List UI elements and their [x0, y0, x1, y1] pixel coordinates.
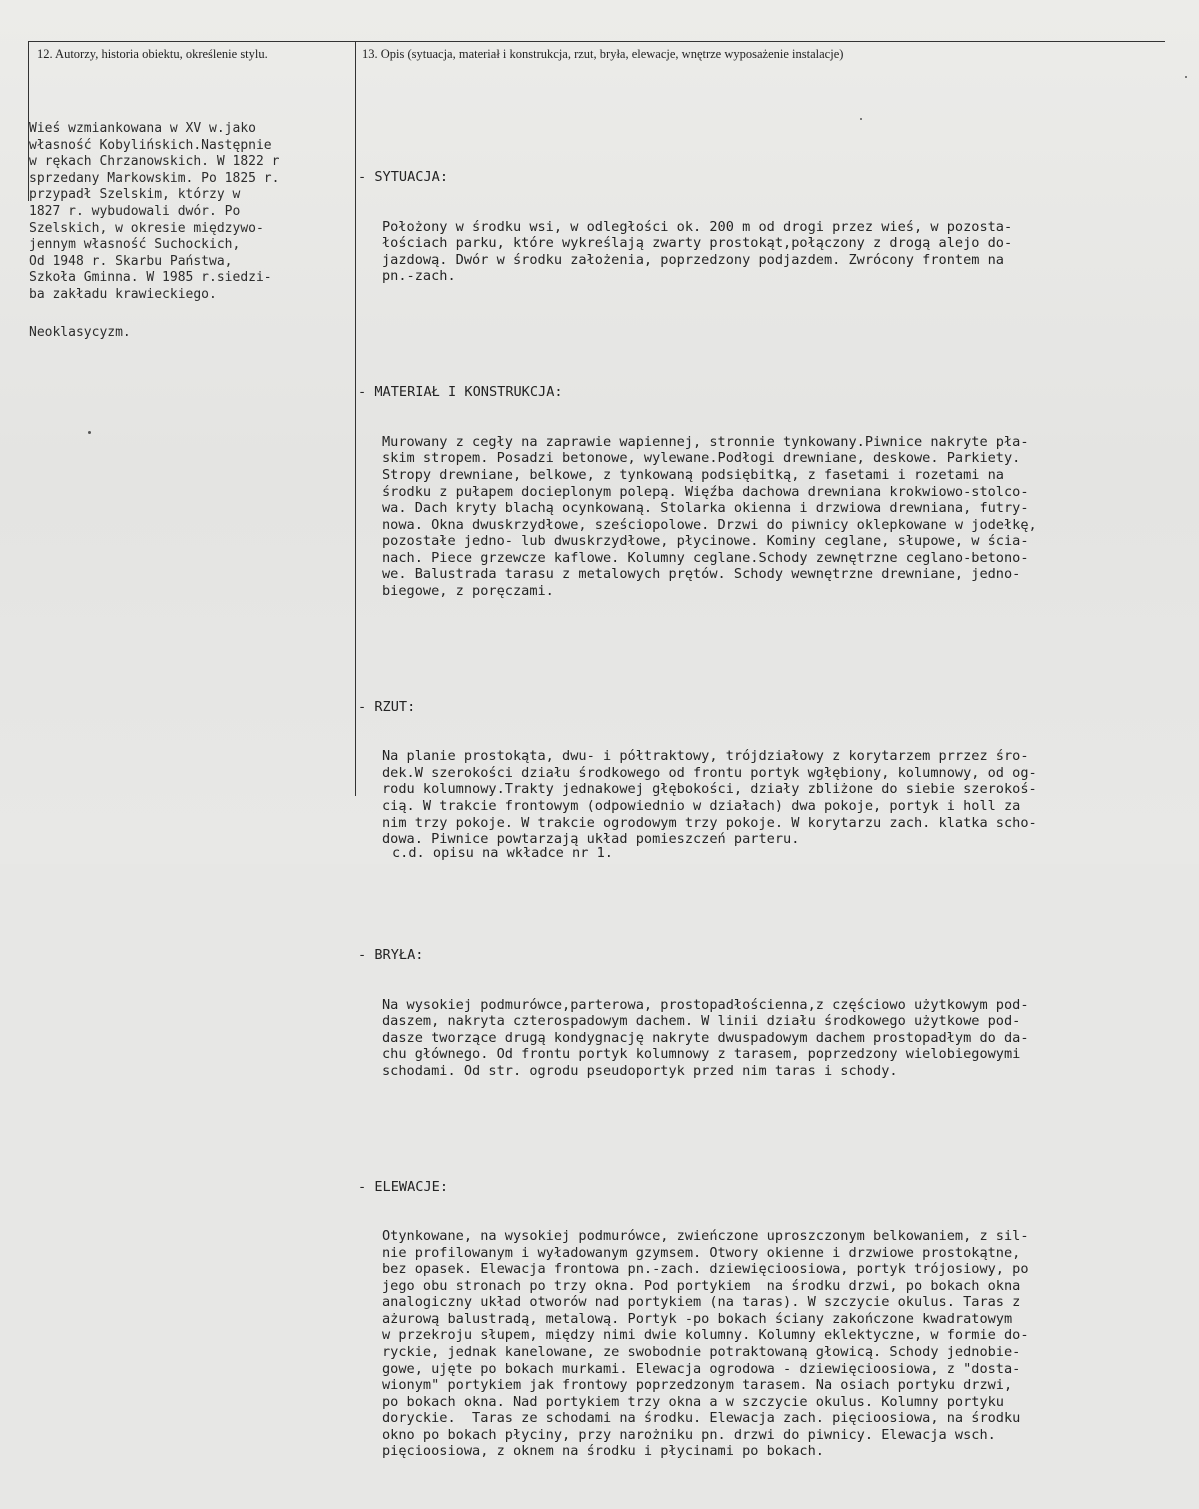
- section-elewacje: [358, 1145, 1196, 1492]
- section-text: Otynkowane, na wysokiej podmurówce, zwieńczone uproszczonym belkowaniem, z sil- nie profilowanym i wyładowanym gzymsem. Otwory okienne i drzwiowe prostokątne, bez opasek. Elewacja frontowa pn.-zach. dziewięcioosiowa, portyk trójosiowy, po jego obu stronach po trzy okna. Pod portykiem na środku drzwi, po bokach okna analogiczny układ otworów nad portykiem (na taras). W szczycie okulus. Taras z ażurową balustradą, metalową. Portyk -po bokach ściany zakończone kwadratowym w przekroju słupem, między nimi dwie kolumny. Kolumny eklektyczne, w formie do- ryckie, jednak kanelowane, ze swobodnie potraktowaną głowicą. Schody jednobie- gowe, ujęte po bokach murkami. Elewacja ogrodowa - dziewięcioosiowa, z "dosta- wionym" portykiem jak frontowy poprzedzonym tarasem. Na osiach portyku drzwi, po bokach okna. Nad portykiem trzy okna a w szczycie okulus. Kolumny portyku doryckie. Taras ze schodami na środku. Elewacja zach. pięcioosiowa, na środku okno po bokach płyciny, przy narożniku pn. drzwi do piwnicy. Elewacja wsch. pięcioosiowa, z oknem na środku i płycinami po bokach.: [382, 1228, 1029, 1460]
- scan-speck: [88, 431, 91, 434]
- section-title: - BRYŁA:: [358, 946, 424, 963]
- section-title: - MATERIAŁ I KONSTRUKCJA:: [358, 384, 563, 401]
- section-text: Na wysokiej podmurówce,parterowa, prostopadłościenna,z częściowo użytkowym pod- daszem, nakryta czterospadowym dachem. W linii działu środkowego użytkowe pod- dasze tworzące drugą kondygnację nakryte dwuspadowym dachem prostopadłym do da- chu głównego. Od frontu portyk kolumnowy z tarasem, poprzedzony wielobiegowymi schodami. Od str. ogrodu pseudoportyk przed nim taras i schody.: [382, 996, 1029, 1079]
- section-text: Położony w środku wsi, w odległości ok. 200 m od drogi przez wieś, w pozosta- łościach parku, które wykreślają zwarty prostokąt,połączony z drogą alejo do- jazdową. Dwór w środku założenia, poprzedzony podjazdem. Zwrócony frontem na pn.-zach.: [382, 218, 1013, 285]
- section-text: Na planie prostokąta, dwu- i półtraktowy, trójdziałowy z korytarzem prrzez śro- dek.W szerokości działu środkowego od frontu portyk wgłębiony, kolumnowy, od og- rodu kolumnowy.Trakty jednakowej głębokości, działy zbliżone do siebie szerokoś- cią. W trakcie frontowym (odpowiednio w działach) dwa pokoje, portyk i holl za nim trzy pokoje. W trakcie ogrodowym trzy pokoje. W korytarzu zach. klatka scho- dowa. Piwnice powtarzają układ pomieszczeń parteru.: [382, 748, 1037, 848]
- scan-speck: [860, 118, 862, 120]
- history-column-header: 12. Autorzy, historia obiektu, określenie stylu.: [37, 47, 268, 61]
- description-column-header: 13. Opis (sytuacja, materiał i konstrukcja, rzut, bryła, elewacje, wnętrze wyposażenie instalacje): [362, 47, 844, 61]
- description-body: [358, 103, 1196, 1509]
- continuation-note: c.d. opisu na wkładce nr 1.: [392, 845, 613, 861]
- section-text: Murowany z cegły na zaprawie wapiennej, stronnie tynkowany.Piwnice nakryte pła- skim stropem. Posadzi betonowe, wylewane.Podłogi drewniane, deskowe. Parkiety. Stropy drewniane, belkowe, z tynkowaną podsiębitką, z fasetami i rozetami na środku z pułapem docieplonym polepą. Więźba dachowa drewniana krokwiowo-stolco- wa. Dach kryty blachą ocynkowaną. Stolarka okienna i drzwiowa drewniana, futry- nowa. Okna dwuskrzydłowe, sześciopolowe. Drzwi do piwnicy oklepkowane w jodełkę, pozostałe jedno- lub dwuskrzydłowe, płycinowe. Kominy ceglane, słupowe, w ścia- nach. Piece grzewcze kaflowe. Kolumny ceglane.Schody zewnętrzne ceglano-betono- we. Balustrada tarasu z metalowych prętów. Schody wewnętrzne drewniane, jedno- biegowe, z poręczami.: [382, 433, 1037, 599]
- section-title: - SYTUACJA:: [358, 169, 449, 186]
- section-material: [358, 351, 1196, 632]
- style-designation: Neoklasycyzm.: [29, 325, 131, 340]
- history-text: Wieś wzmiankowana w XV w.jako własność Kobylińskich.Następnie w rękach Chrzanowskich. W 1822 r sprzedany Markowskim. Po 1825 r. przypadł Szelskim, którzy w 1827 r. wybudowali dwór. Po Szelskich, w okresie międzywo- jennym własność Suchockich, Od 1948 r. Skarbu Państwa, Szkoła Gminna. W 1985 r.siedzi- ba zakładu krawieckiego.: [29, 121, 280, 302]
- scan-speck: [1185, 76, 1187, 78]
- table-top-rule: [28, 41, 1165, 42]
- section-title: - RZUT:: [358, 698, 416, 715]
- section-title: - ELEWACJE:: [358, 1178, 449, 1195]
- section-bryla: [358, 914, 1196, 1113]
- section-sytuacja: [358, 136, 1196, 318]
- column-divider: [355, 41, 356, 796]
